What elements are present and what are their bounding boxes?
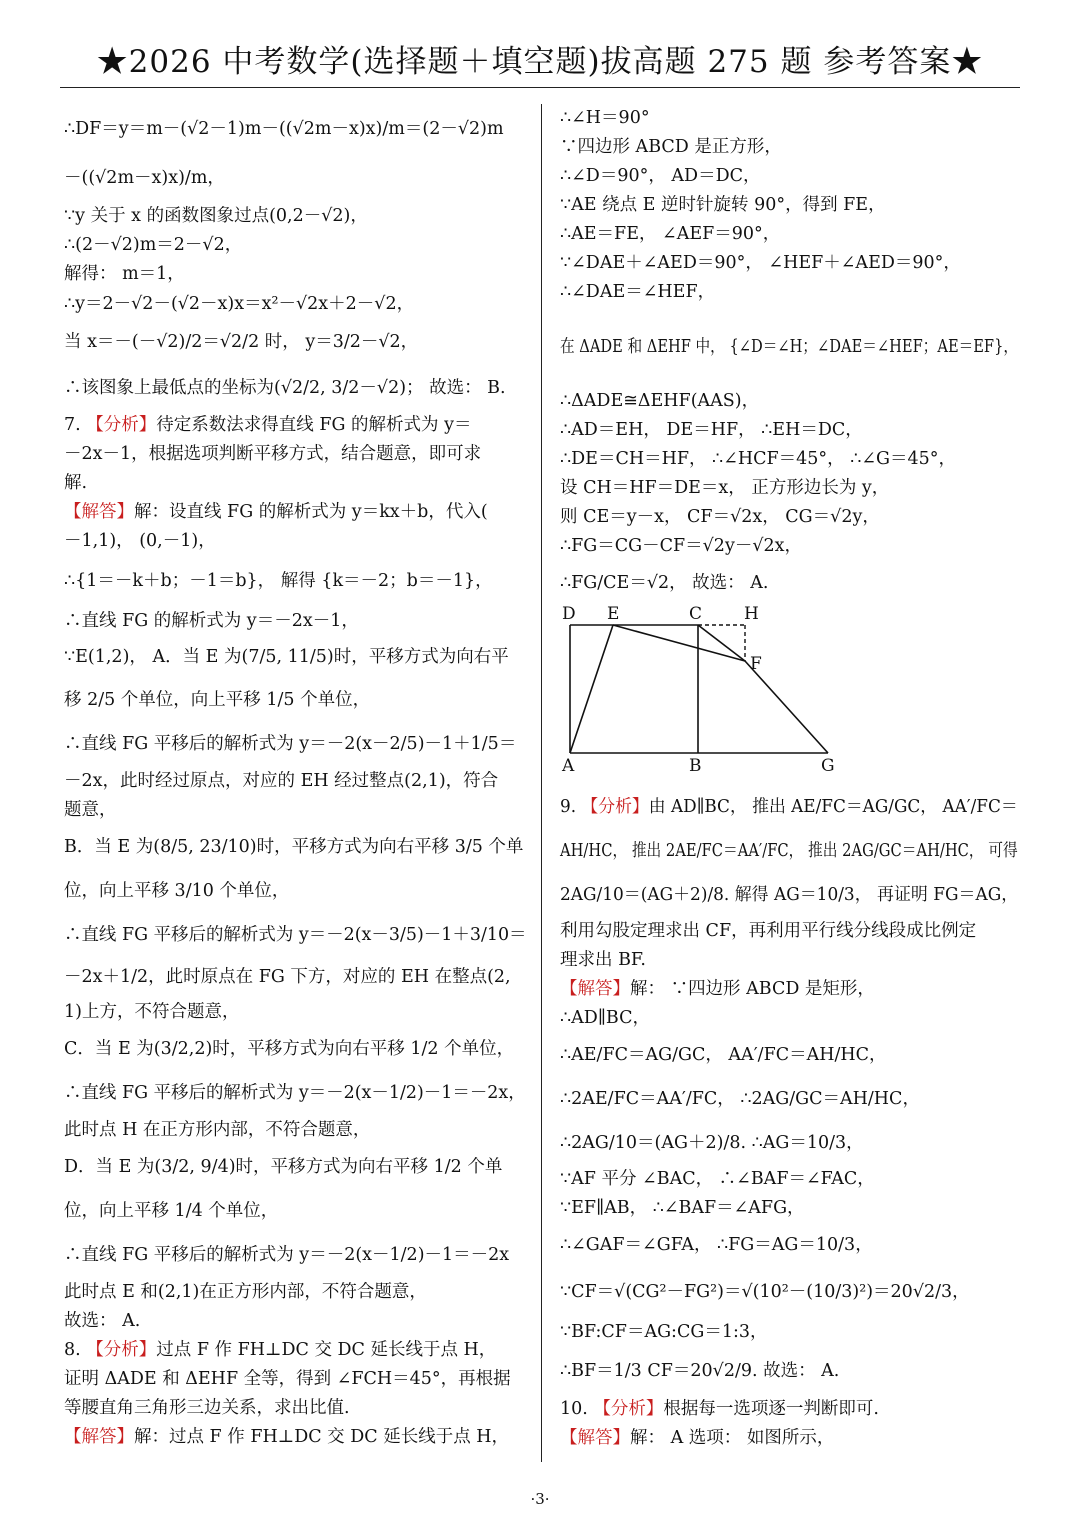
text-line <box>64 825 526 869</box>
page-number: ·3· <box>530 1490 550 1508</box>
text-line <box>560 873 1019 917</box>
text-line <box>64 231 526 260</box>
text-segment: ∴直线 FG 平移后的解析式为 y＝－2(x－3/5)－1＋3/10＝ <box>64 925 527 945</box>
figure-edge-AE <box>570 625 613 753</box>
text-line <box>560 1077 1018 1121</box>
text-line <box>64 869 526 913</box>
text-line <box>64 1423 526 1452</box>
text-segment: 由 AD∥BC， 推出 AE/FC＝AG/GC， AA′/FC＝ <box>648 797 1018 817</box>
text-line <box>560 503 1018 532</box>
text-segment: 2AG/10＝(AG＋2)/8. 解得 AG＝10/3， 再证明 FG＝AG， <box>560 885 1019 905</box>
text-segment: 9. <box>560 797 582 817</box>
figure-label-E: E <box>607 605 620 624</box>
geometry-figure-svg <box>560 605 860 783</box>
section-marker: 【解答】 <box>64 502 134 522</box>
text-line <box>560 532 1018 561</box>
text-line <box>64 154 526 202</box>
text-segment: ∴AD∥BC， <box>560 1008 650 1028</box>
text-segment: D．当 E 为(3/2, 9/4)时，平移方式为向右平移 1/2 个单 <box>64 1157 503 1177</box>
text-line <box>560 278 1018 307</box>
text-line <box>64 913 525 957</box>
text-segment: －2x，此时经过原点，对应的 EH 经过整点(2,1)，符合 <box>64 771 499 791</box>
text-line <box>560 1395 1018 1424</box>
text-segment: 解： A 选项： 如图所示， <box>630 1428 835 1448</box>
text-line <box>64 997 526 1027</box>
text-segment: ∴直线 FG 平移后的解析式为 y＝－2(x－1/2)－1＝－2x， <box>64 1083 526 1103</box>
text-segment: －((√2m－x)x)/m， <box>64 168 225 188</box>
section-marker: 【解答】 <box>560 979 630 999</box>
text-segment: 故选： A. <box>64 1311 141 1331</box>
text-segment: ∵AF 平分 ∠BAC， ∴∠BAF＝∠FAC， <box>560 1169 875 1189</box>
section-marker: 【解答】 <box>560 1428 630 1448</box>
left-column <box>64 104 526 1452</box>
text-segment: －2x－1，根据选项判断平移方式，结合题意，即可求 <box>64 444 482 464</box>
text-segment: ∵四边形 ABCD 是正方形， <box>560 137 782 157</box>
section-marker: 【解答】 <box>64 1427 134 1447</box>
text-line <box>64 636 526 678</box>
text-line <box>64 1365 526 1394</box>
text-line <box>560 1004 1018 1033</box>
figure-label-G: G <box>821 756 835 776</box>
text-segment: ∵∠DAE＋∠AED＝90°， ∠HEF＋∠AED＝90°， <box>560 253 961 273</box>
text-segment: ∵BF:CF＝AG:CG＝1:3， <box>560 1322 768 1342</box>
text-segment: 利用勾股定理求出 CF，再利用平行线分线段成比例定 <box>560 921 977 941</box>
figure-label-A: A <box>562 756 575 776</box>
text-line <box>64 411 526 440</box>
text-segment: 在 ΔADE 和 ΔEHF 中， {∠D＝∠H；∠DAE＝∠HEF；AE＝EF}， <box>560 337 1019 357</box>
section-marker: 【分析】 <box>593 1399 664 1419</box>
text-segment: ∴{1＝－k＋b；－1＝b}， 解得 {k＝－2；b＝－1}， <box>64 571 493 591</box>
text-segment: ∴FG/CE＝√2， 故选： A. <box>560 573 769 593</box>
figure-edge-FG <box>745 661 828 753</box>
text-segment: ∴该图象上最低点的坐标为(√2/2, 3/2－√2)； 故选： B. <box>64 378 506 398</box>
text-line <box>560 561 1018 605</box>
text-segment: －1,1)， (0,－1)， <box>64 531 216 551</box>
text-segment: ∴直线 FG 平移后的解析式为 y＝－2(x－2/5)－1＋1/5＝ <box>64 734 517 754</box>
text-segment: 10. <box>560 1399 594 1419</box>
section-marker: 【分析】 <box>86 415 157 435</box>
figure-label-B: B <box>689 756 702 776</box>
text-line <box>560 1194 1018 1223</box>
section-marker: 【分析】 <box>581 797 649 817</box>
figure-label-H: H <box>744 605 759 624</box>
section-marker: 【分析】 <box>86 1340 157 1360</box>
text-segment: ∴直线 FG 的解析式为 y＝－2x－1， <box>64 611 359 631</box>
text-line <box>64 319 526 365</box>
text-line <box>560 1347 1018 1395</box>
text-line <box>560 917 1018 946</box>
text-segment: 解： ∵四边形 ABCD 是矩形， <box>630 979 875 999</box>
text-line <box>560 104 1018 133</box>
text-line <box>560 249 1018 278</box>
text-line <box>64 1336 526 1365</box>
text-line <box>560 1223 1018 1267</box>
text-line <box>560 946 1018 975</box>
text-line <box>560 1033 1018 1077</box>
text-segment: C．当 E 为(3/2,2)时，平移方式为向右平移 1/2 个单位， <box>64 1039 515 1059</box>
text-segment: ∴FG＝CG－CF＝√2y－√2x， <box>560 536 802 556</box>
text-segment: ∵E(1,2)， A．当 E 为(7/5, 11/5)时，平移方式为向右平 <box>64 647 509 667</box>
text-line <box>64 440 526 469</box>
text-line <box>560 1121 1018 1165</box>
text-line <box>560 162 1018 191</box>
text-line <box>64 606 526 636</box>
text-line <box>64 260 526 289</box>
text-line <box>64 766 526 796</box>
text-line <box>560 1267 1018 1317</box>
text-segment: 此时点 E 和(2,1)在正方形内部，不符合题意， <box>64 1282 427 1302</box>
text-segment: 解. <box>64 473 88 493</box>
text-segment: ∴DF＝y＝m－(√2－1)m－((√2m－x)x)/m＝(2－√2)m <box>64 119 504 139</box>
text-segment: ∴∠D＝90°， AD＝DC， <box>560 166 761 186</box>
text-segment: ∴∠GAF＝∠GFA， ∴FG＝AG＝10/3， <box>560 1235 873 1255</box>
text-line <box>560 1317 1018 1347</box>
text-line <box>560 1424 1018 1453</box>
text-segment: 根据每一选项逐一判断即可. <box>663 1399 879 1419</box>
text-segment: ∴∠H＝90° <box>560 108 650 128</box>
text-segment: 理求出 BF. <box>560 950 646 970</box>
text-segment: 位，向上平移 1/4 个单位， <box>64 1201 279 1221</box>
text-segment: ∴2AE/FC＝AA′/FC， ∴2AG/GC＝AH/HC， <box>560 1089 920 1109</box>
figure-edge-CF <box>698 625 745 661</box>
text-line <box>64 498 526 527</box>
text-segment: ∴∠DAE＝∠HEF， <box>560 282 716 302</box>
text-segment: ∵y 关于 x 的函数图象过点(0,2－√2)， <box>64 206 368 226</box>
text-line <box>64 722 526 766</box>
text-segment: 当 x＝－(－√2)/2＝√2/2 时， y＝3/2－√2， <box>64 332 419 352</box>
text-line <box>64 1394 526 1423</box>
text-line <box>560 445 1018 474</box>
right-column-top-text <box>560 104 1018 605</box>
text-segment: 设 CH＝HF＝DE＝x， 正方形边长为 y， <box>560 478 890 498</box>
column-divider <box>541 104 542 1462</box>
text-line <box>64 1027 526 1071</box>
text-line <box>64 1277 526 1307</box>
text-segment: B．当 E 为(8/5, 23/10)时，平移方式为向右平移 3/5 个单 <box>64 837 524 857</box>
text-segment: 待定系数法求得直线 FG 的解析式为 y＝ <box>156 415 472 435</box>
text-segment: 过点 F 作 FH⊥DC 交 DC 延长线于点 H， <box>156 1340 497 1360</box>
text-segment: ∴y＝2－√2－(√2－x)x＝x²－√2x＋2－√2， <box>64 294 415 314</box>
text-line <box>560 474 1018 503</box>
text-segment: 1)上方，不符合题意， <box>64 1002 240 1022</box>
figure-label-C: C <box>689 605 703 624</box>
text-line <box>64 796 526 825</box>
text-segment: ∴AE/FC＝AG/GC， AA′/FC＝AH/HC， <box>560 1045 887 1065</box>
text-line <box>64 202 526 231</box>
text-segment: ∴直线 FG 平移后的解析式为 y＝－2(x－1/2)－1＝－2x <box>64 1245 510 1265</box>
text-line <box>560 220 1018 249</box>
figure-label-D: D <box>562 605 576 624</box>
text-line <box>64 1071 525 1115</box>
text-segment: ∵CF＝√(CG²－FG²)＝√(10²－(10/3)²)＝20√2/3， <box>560 1282 970 1302</box>
text-line <box>64 678 526 722</box>
text-segment: ∴2AG/10＝(AG＋2)/8. ∴AG＝10/3， <box>560 1133 864 1153</box>
text-segment: 则 CE＝y－x， CF＝√2x， CG＝√2y， <box>560 507 880 527</box>
text-line <box>560 1165 1018 1194</box>
right-column-bottom-text <box>560 785 1018 1453</box>
text-segment: ∴(2－√2)m＝2－√2， <box>64 235 243 255</box>
text-segment: ∵AE 绕点 E 逆时针旋转 90°，得到 FE， <box>560 195 886 215</box>
text-segment: ∴BF＝1/3 CF＝20√2/9. 故选： A. <box>560 1361 840 1381</box>
text-segment: AH/HC， 推出 2AE/FC＝AA′/FC， 推出 2AG/GC＝AH/HC， 可得 <box>560 841 1018 861</box>
text-line <box>64 527 526 556</box>
text-line <box>64 365 526 411</box>
text-line <box>64 1115 526 1145</box>
text-line <box>64 289 526 319</box>
text-line <box>64 1307 526 1336</box>
text-line <box>560 785 1018 829</box>
text-segment: 解：过点 F 作 FH⊥DC 交 DC 延长线于点 H， <box>134 1427 510 1447</box>
text-segment: 解：设直线 FG 的解析式为 y＝kx＋b，代入( <box>134 502 488 522</box>
header-rule <box>60 87 1020 88</box>
text-segment: 移 2/5 个单位，向上平移 1/5 个单位， <box>64 690 371 710</box>
text-segment: 8. <box>64 1340 87 1360</box>
text-line <box>560 387 1018 416</box>
text-line <box>560 829 1018 873</box>
text-segment: 7. <box>64 415 87 435</box>
text-segment: ∴AE＝FE， ∠AEF＝90°， <box>560 224 781 244</box>
text-line <box>560 191 1018 220</box>
figure-label-F: F <box>750 654 762 674</box>
text-line <box>560 307 1019 387</box>
right-column <box>560 104 1018 1453</box>
geometry-figure <box>560 605 1018 785</box>
text-line <box>64 1189 526 1233</box>
text-segment: 解得： m＝1， <box>64 264 185 284</box>
page-header-title: ★2026 中考数学(选择题＋填空题)拔高题 275 题 参考答案★ <box>96 44 984 80</box>
text-segment: 证明 ΔADE 和 ΔEHF 全等，得到 ∠FCH＝45°，再根据 <box>64 1369 511 1389</box>
text-segment: 等腰直角三角形三边关系，求出比值. <box>64 1398 350 1418</box>
text-segment: ∵EF∥AB， ∴∠BAF＝∠AFG， <box>560 1198 805 1218</box>
text-line <box>560 975 1018 1004</box>
text-segment: ∴AD＝EH， DE＝HF， ∴EH＝DC， <box>560 420 863 440</box>
text-line <box>64 1233 526 1277</box>
text-segment: ∴DE＝CH＝HF， ∴∠HCF＝45°， ∴∠G＝45°， <box>560 449 957 469</box>
text-line <box>64 556 526 606</box>
text-segment: 位，向上平移 3/10 个单位， <box>64 881 290 901</box>
text-segment: 题意， <box>64 800 117 820</box>
text-segment: －2x＋1/2，此时原点在 FG 下方，对应的 EH 在整点(2, <box>64 967 511 987</box>
text-line <box>560 416 1018 445</box>
text-line <box>560 133 1018 162</box>
text-line <box>64 957 526 997</box>
text-line <box>64 104 526 154</box>
text-segment: ∴ΔADE≅ΔEHF(AAS)， <box>560 391 760 411</box>
figure-edge-EF <box>613 625 745 661</box>
text-line <box>64 1145 526 1189</box>
text-line <box>64 469 526 498</box>
text-segment: 此时点 H 在正方形内部，不符合题意， <box>64 1120 371 1140</box>
